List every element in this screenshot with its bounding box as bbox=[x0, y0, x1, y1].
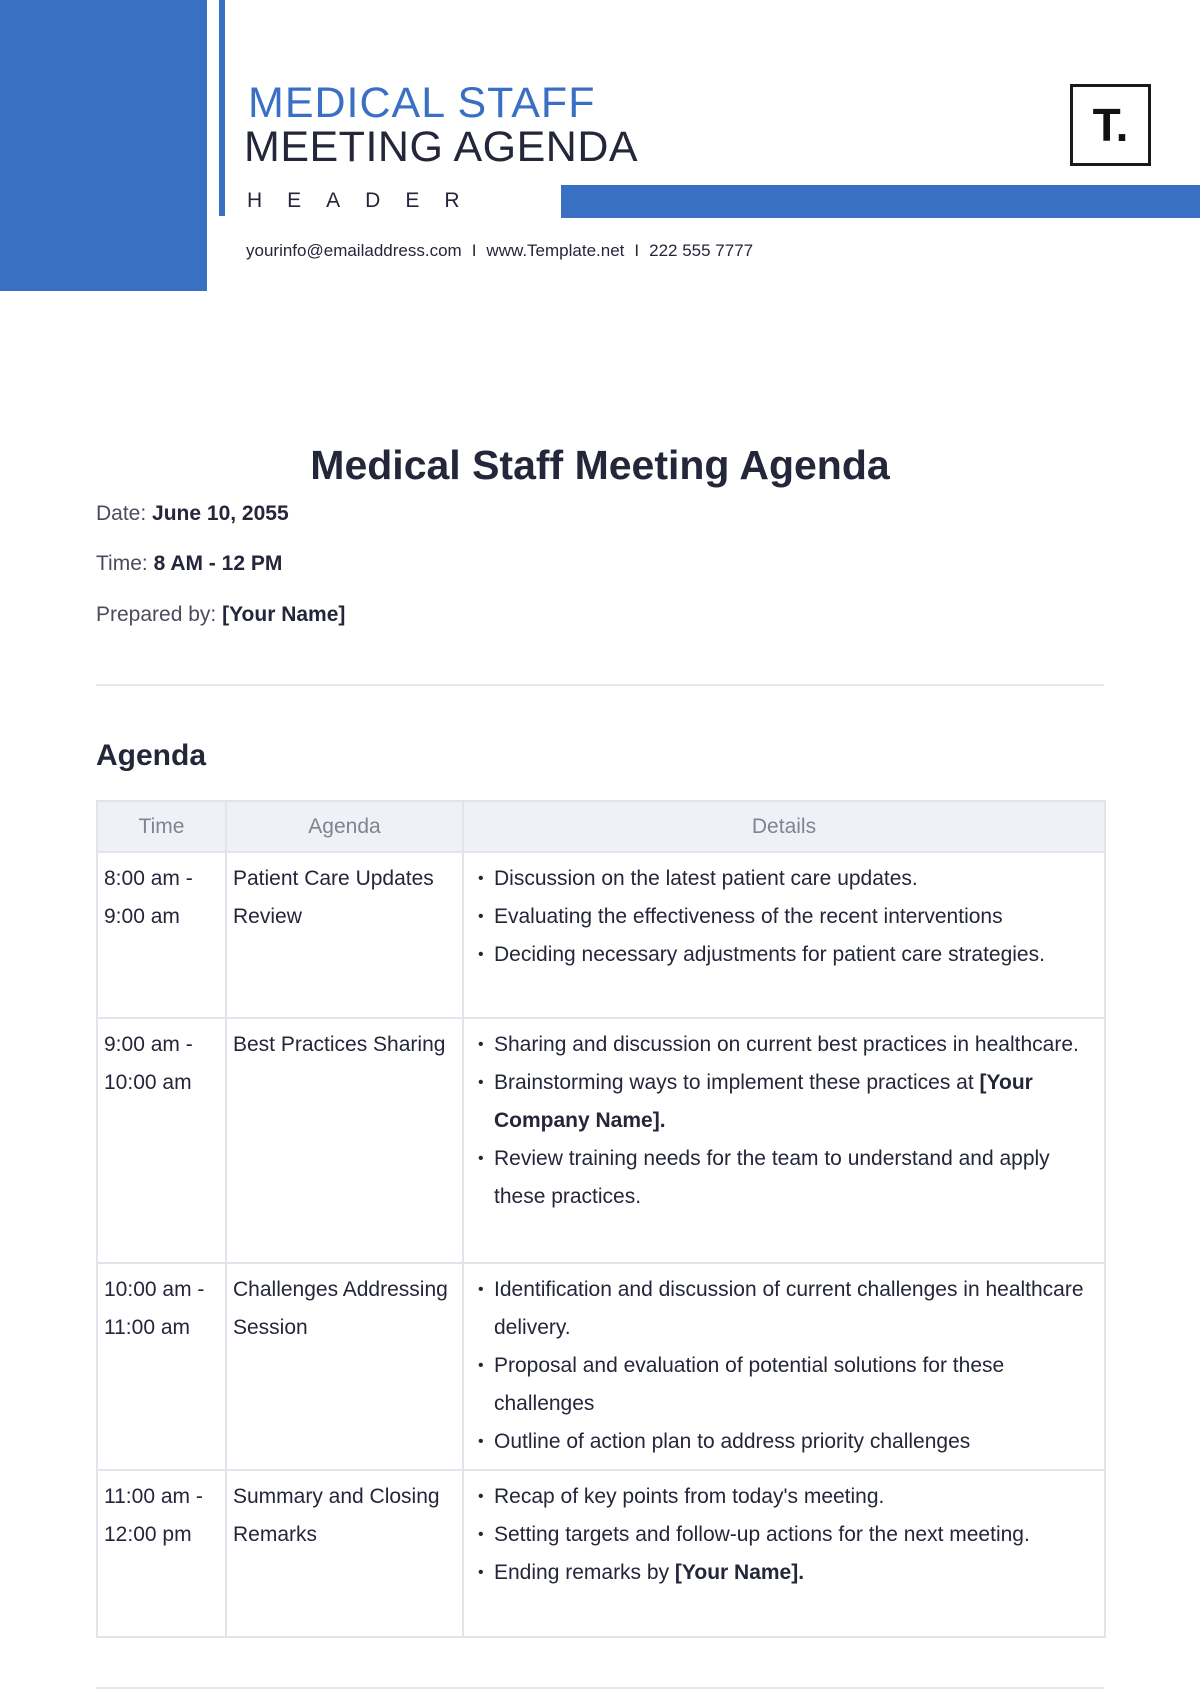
contact-website[interactable]: www.Template.net bbox=[486, 241, 625, 260]
date-value: June 10, 2055 bbox=[152, 502, 289, 525]
contact-phone: 222 555 7777 bbox=[649, 241, 754, 260]
detail-item: • Deciding necessary adjustments for patient care strategies. bbox=[478, 936, 1096, 974]
row-details bbox=[463, 1018, 1105, 1263]
row-agenda: Best Practices Sharing bbox=[226, 1018, 463, 1263]
column-header-time: Time bbox=[97, 801, 226, 852]
meeting-date bbox=[96, 500, 289, 528]
header-blue-block bbox=[0, 0, 207, 291]
placeholder-your-name: [Your Name]. bbox=[674, 1561, 805, 1584]
header-contact-line bbox=[246, 240, 753, 262]
row-time: 9:00 am - 10:00 am bbox=[97, 1018, 226, 1263]
detail-item: • Outline of action plan to address priority challenges bbox=[478, 1423, 1096, 1461]
table-header-row bbox=[97, 801, 1105, 852]
table-row bbox=[97, 1470, 1105, 1637]
detail-item: • Recap of key points from today's meeting. bbox=[478, 1478, 1096, 1516]
detail-item: • Discussion on the latest patient care updates. bbox=[478, 860, 1096, 898]
header-subtitle: HEADER bbox=[247, 189, 485, 212]
section-divider bbox=[96, 684, 1104, 686]
row-time: 11:00 am - 12:00 pm bbox=[97, 1470, 226, 1637]
header-title-line1: MEDICAL STAFF bbox=[248, 79, 596, 127]
bottom-divider bbox=[96, 1687, 1104, 1689]
detail-item: • Identification and discussion of current challenges in healthcare delivery. bbox=[478, 1271, 1096, 1347]
agenda-table bbox=[96, 800, 1106, 1638]
row-details bbox=[463, 852, 1105, 1018]
detail-item: • Review training needs for the team to understand and apply these practices. bbox=[478, 1140, 1096, 1216]
row-agenda: Patient Care Updates Review bbox=[226, 852, 463, 1018]
row-details bbox=[463, 1263, 1105, 1470]
table-row bbox=[97, 1263, 1105, 1470]
prepared-by bbox=[96, 601, 345, 629]
prepared-label: Prepared by: bbox=[96, 603, 217, 626]
placeholder-company-name: [Your Company Name]. bbox=[494, 1071, 1033, 1132]
row-time: 8:00 am - 9:00 am bbox=[97, 852, 226, 1018]
time-value: 8 AM - 12 PM bbox=[153, 552, 283, 575]
detail-item: • Ending remarks by [Your Name]. bbox=[478, 1554, 1096, 1592]
date-label: Date: bbox=[96, 502, 147, 525]
header-vertical-bar bbox=[219, 0, 225, 216]
meeting-time bbox=[96, 550, 282, 578]
header-title-line2: MEETING AGENDA bbox=[244, 123, 639, 171]
row-details bbox=[463, 1470, 1105, 1637]
table-row bbox=[97, 852, 1105, 1018]
table-row bbox=[97, 1018, 1105, 1263]
contact-email[interactable]: yourinfo@emailaddress.com bbox=[246, 241, 462, 260]
agenda-heading: Agenda bbox=[96, 739, 207, 772]
template-logo bbox=[1070, 84, 1151, 166]
column-header-agenda: Agenda bbox=[226, 801, 463, 852]
contact-separator: I bbox=[471, 241, 477, 260]
logo-text: T. bbox=[1092, 99, 1129, 151]
row-agenda: Summary and Closing Remarks bbox=[226, 1470, 463, 1637]
column-header-details: Details bbox=[463, 801, 1105, 852]
page-title: Medical Staff Meeting Agenda bbox=[310, 442, 890, 488]
row-time: 10:00 am - 11:00 am bbox=[97, 1263, 226, 1470]
prepared-value: [Your Name] bbox=[222, 603, 346, 626]
time-label: Time: bbox=[96, 552, 148, 575]
detail-item: • Sharing and discussion on current best practices in healthcare. bbox=[478, 1026, 1096, 1064]
detail-item: • Proposal and evaluation of potential solutions for these challenges bbox=[478, 1347, 1096, 1423]
row-agenda: Challenges Addressing Session bbox=[226, 1263, 463, 1470]
header-horizontal-bar bbox=[561, 185, 1200, 218]
detail-item: • Evaluating the effectiveness of the recent interventions bbox=[478, 898, 1096, 936]
detail-item: • Setting targets and follow-up actions for the next meeting. bbox=[478, 1516, 1096, 1554]
contact-separator: I bbox=[634, 241, 640, 260]
detail-item: • Brainstorming ways to implement these practices at [Your Company Name]. bbox=[478, 1064, 1096, 1140]
